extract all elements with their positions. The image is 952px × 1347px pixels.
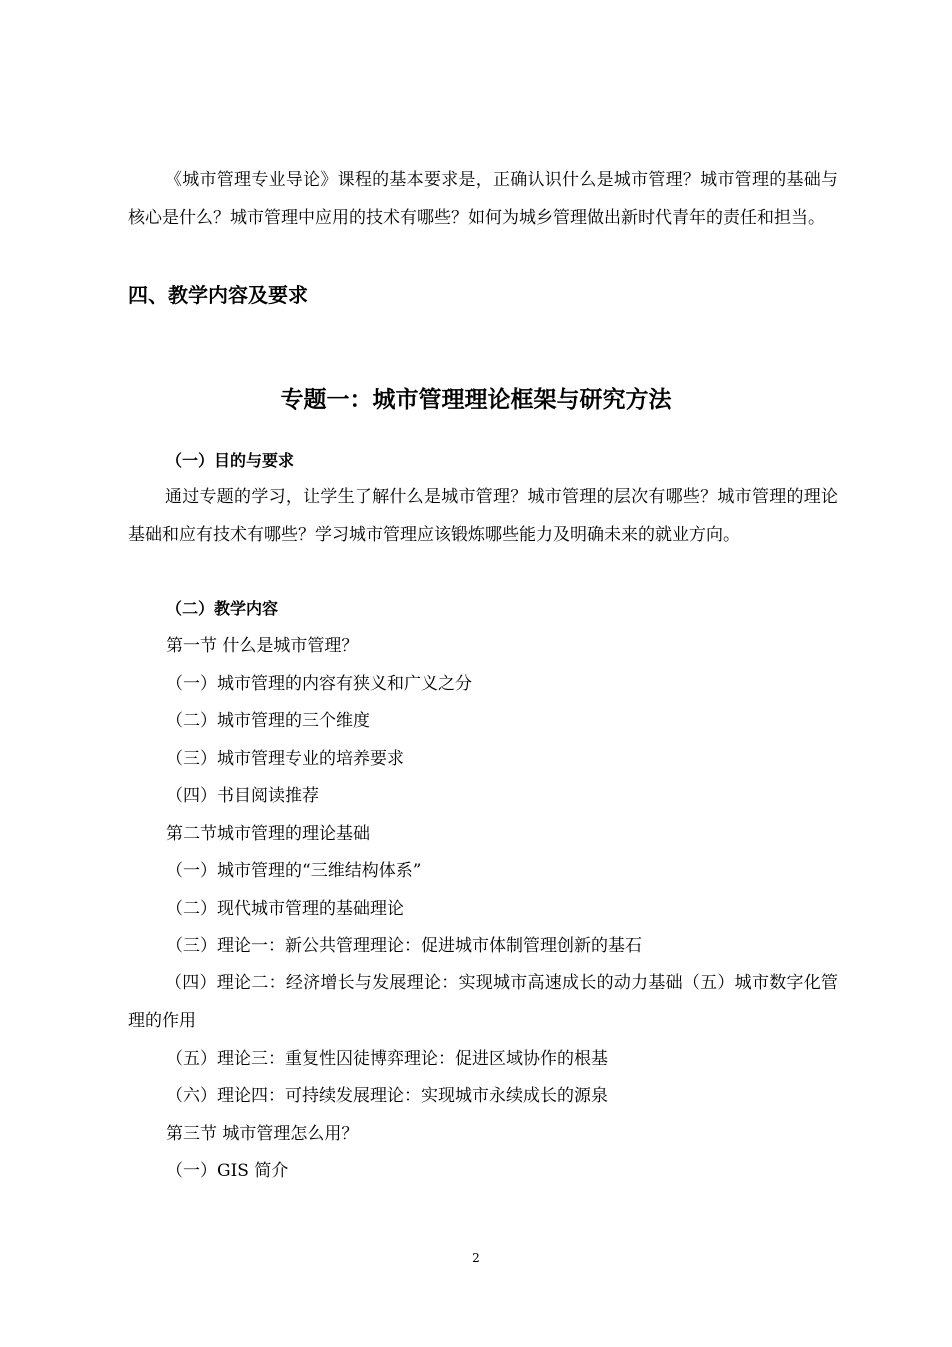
topic-title: 专题一：城市管理理论框架与研究方法 xyxy=(280,387,672,413)
section2-item: （三）理论一：新公共管理理论：促进城市体制管理创新的基石 xyxy=(166,936,642,956)
section1-title: 第一节 什么是城市管理？ xyxy=(166,636,359,656)
section2-long-item: （四）理论二：经济增长与发展理论：实现城市高速成长的动力基础（五）城市数字化管理的作用 xyxy=(128,973,838,1031)
section1-item: （四）书目阅读推荐 xyxy=(166,786,319,806)
section1-item: （三）城市管理专业的培养要求 xyxy=(166,749,404,769)
section2-item: （二）现代城市管理的基础理论 xyxy=(166,899,404,919)
section2-item: （一）城市管理的“三维结构体系” xyxy=(166,861,422,881)
section3-item: （一）GIS 简介 xyxy=(166,1161,289,1181)
section-heading: 四、教学内容及要求 xyxy=(128,283,308,307)
purpose-paragraph: 通过专题的学习，让学生了解什么是城市管理？城市管理的层次有哪些？城市管理的理论基础和应有技术有哪些？学习城市管理应该锻炼哪些能力及明确未来的就业方向。 xyxy=(128,487,838,545)
intro-paragraph: 《城市管理专业导论》课程的基本要求是，正确认识什么是城市管理？城市管理的基础与核心是什么？城市管理中应用的技术有哪些？如何为城乡管理做出新时代青年的责任和担当。 xyxy=(128,170,838,228)
section2-title: 第二节城市管理的理论基础 xyxy=(166,824,370,844)
section3-title: 第三节 城市管理怎么用？ xyxy=(166,1124,359,1144)
page-number: 2 xyxy=(472,1251,480,1265)
section1-item: （二）城市管理的三个维度 xyxy=(166,711,370,731)
content-heading: （二）教学内容 xyxy=(166,599,279,618)
section2-item: （五）理论三：重复性囚徒博弈理论：促进区域协作的根基 xyxy=(166,1049,608,1069)
section2-item: （六）理论四：可持续发展理论：实现城市永续成长的源泉 xyxy=(166,1086,608,1106)
section1-item: （一）城市管理的内容有狭义和广义之分 xyxy=(166,674,472,694)
purpose-heading: （一）目的与要求 xyxy=(166,451,295,470)
